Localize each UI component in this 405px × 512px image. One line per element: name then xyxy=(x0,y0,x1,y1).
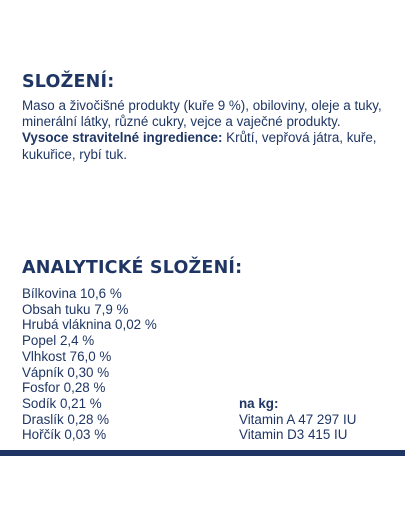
vitamin-item: Vitamin A 47 297 IU xyxy=(239,411,357,427)
composition-heading: SLOŽENÍ: xyxy=(22,72,115,92)
composition-text xyxy=(22,98,392,163)
digestible-ingredients-label: Vysoce stravitelné ingredience: xyxy=(22,130,223,146)
analytic-item: Hořčík 0,03 % xyxy=(22,427,107,443)
vitamin-item: Vitamin D3 415 IU xyxy=(239,427,348,443)
analytic-item: Bílkovina 10,6 % xyxy=(22,286,122,301)
analytic-list xyxy=(22,286,157,443)
analytic-item: Draslík 0,28 % xyxy=(22,411,110,427)
analytic-item: Sodík 0,21 % xyxy=(22,395,102,411)
vitamin-list xyxy=(239,412,356,443)
composition-ingredients: Maso a živočišné produkty (kuře 9 %), obiloviny, oleje a tuky, minerální látky, různé cukry, vejce a vaječné produkty. xyxy=(22,98,382,130)
analytic-item: Fosfor 0,28 % xyxy=(22,380,106,396)
analytic-heading: ANALYTICKÉ SLOŽENÍ: xyxy=(22,258,243,278)
analytic-item: Vlhkost 76,0 % xyxy=(22,348,112,364)
per-kg-title: na kg: xyxy=(239,396,279,411)
digestible-ingredients-text: Krůtí, vepřová játra, kuře, kukuřice, rybí tuk. xyxy=(22,130,377,162)
analytic-item: Vápník 0,30 % xyxy=(22,364,110,380)
bottom-divider-bar xyxy=(0,450,405,456)
per-kg-block xyxy=(239,396,356,443)
analytic-item: Popel 2,4 % xyxy=(22,333,95,349)
analytic-item: Hrubá vláknina 0,02 % xyxy=(22,317,157,333)
analytic-item: Obsah tuku 7,9 % xyxy=(22,301,129,317)
